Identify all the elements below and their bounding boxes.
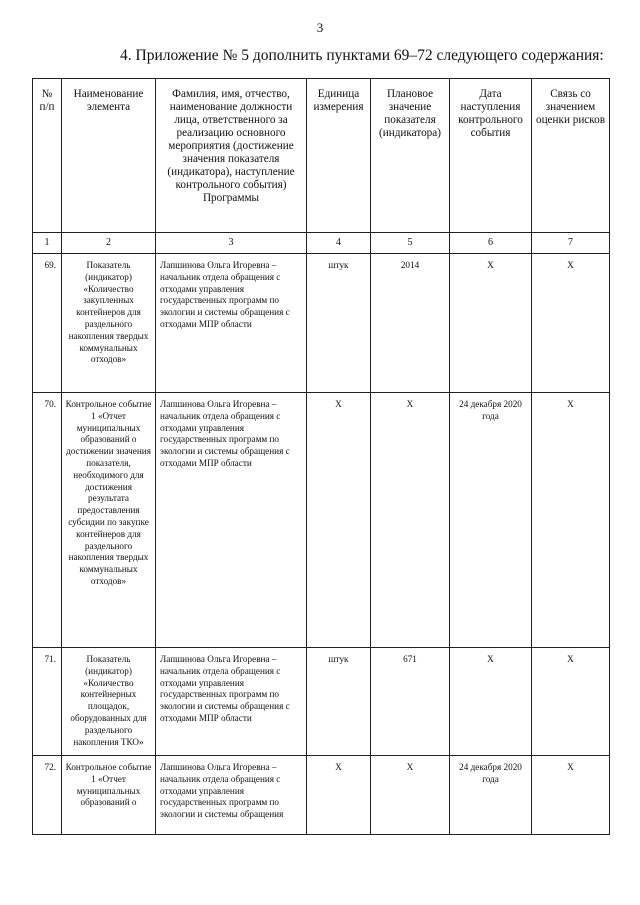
- row-plan-value: Х: [371, 756, 450, 835]
- header-cell-unit: Единица измерения: [307, 79, 371, 233]
- row-unit: штук: [307, 254, 371, 393]
- row-event-date: Х: [450, 648, 532, 756]
- row-number: 69.: [33, 254, 62, 393]
- column-number-row: [33, 233, 610, 254]
- header-cell-responsible: Фамилия, имя, отчество, наименование должности лица, ответственного за реализацию основного мероприятия (достижение значения показателя (индикатора), наступление контрольного события) Программы: [156, 79, 307, 233]
- row-element: Показатель (индикатор) «Количество контейнерных площадок, оборудованных для раздельного накопления ТКО»: [62, 648, 156, 756]
- column-number: 4: [307, 233, 371, 254]
- row-number: 72.: [33, 756, 62, 835]
- table-row: [33, 648, 610, 756]
- row-responsible: Лапшинова Ольга Игоревна – начальник отдела обращения с отходами управления государственных программ по экологии и системы обращения с отходами МПР области: [156, 648, 307, 756]
- row-unit: Х: [307, 756, 371, 835]
- row-responsible: Лапшинова Ольга Игоревна – начальник отдела обращения с отходами управления государственных программ по экологии и системы обращения с отходами МПР области: [156, 254, 307, 393]
- header-cell-risk-link: Связь со значением оценки рисков: [532, 79, 610, 233]
- column-number: 5: [371, 233, 450, 254]
- table-row: [33, 254, 610, 393]
- row-responsible: Лапшинова Ольга Игоревна – начальник отдела обращения с отходами управления государственных программ по экологии и системы обращения с отходами МПР области: [156, 393, 307, 648]
- row-risk-link: Х: [532, 254, 610, 393]
- row-unit: штук: [307, 648, 371, 756]
- header-cell-plan-value: Плановое значение показателя (индикатора): [371, 79, 450, 233]
- row-element: Контрольное событие 1 «Отчет муниципальных образований о: [62, 756, 156, 835]
- row-event-date: 24 декабря 2020 года: [450, 393, 532, 648]
- row-number: 71.: [33, 648, 62, 756]
- page-number: 3: [316, 20, 324, 35]
- row-plan-value: Х: [371, 393, 450, 648]
- table-header-row: [33, 79, 610, 233]
- header-cell-number: № п/п: [33, 79, 62, 233]
- table-row: [33, 393, 610, 648]
- column-number: 7: [532, 233, 610, 254]
- row-element: Показатель (индикатор) «Количество закупленных контейнеров для раздельного накопления твердых коммунальных отходов»: [62, 254, 156, 393]
- row-event-date: Х: [450, 254, 532, 393]
- row-plan-value: 671: [371, 648, 450, 756]
- row-risk-link: Х: [532, 393, 610, 648]
- appendix-table: [32, 78, 610, 835]
- header-cell-event-date: Дата наступления контрольного события: [450, 79, 532, 233]
- header-cell-element: Наименование элемента: [62, 79, 156, 233]
- row-number: 70.: [33, 393, 62, 648]
- row-event-date: 24 декабря 2020 года: [450, 756, 532, 835]
- column-number: 6: [450, 233, 532, 254]
- section-heading: 4. Приложение № 5 дополнить пунктами 69–72 следующего содержания:: [120, 47, 604, 64]
- row-unit: Х: [307, 393, 371, 648]
- column-number: 3: [156, 233, 307, 254]
- row-risk-link: Х: [532, 648, 610, 756]
- row-element: Контрольное событие 1 «Отчет муниципальных образований о достижении значения показателя, необходимого для достижения результата предоставления субсидии по закупке контейнеров для раздельного накопления твердых коммунальных отходов»: [62, 393, 156, 648]
- column-number: 2: [62, 233, 156, 254]
- row-plan-value: 2014: [371, 254, 450, 393]
- row-responsible: Лапшинова Ольга Игоревна – начальник отдела обращения с отходами управления государственных программ по экологии и системы обращения: [156, 756, 307, 835]
- row-risk-link: Х: [532, 756, 610, 835]
- column-number: 1: [33, 233, 62, 254]
- table-row: [33, 756, 610, 835]
